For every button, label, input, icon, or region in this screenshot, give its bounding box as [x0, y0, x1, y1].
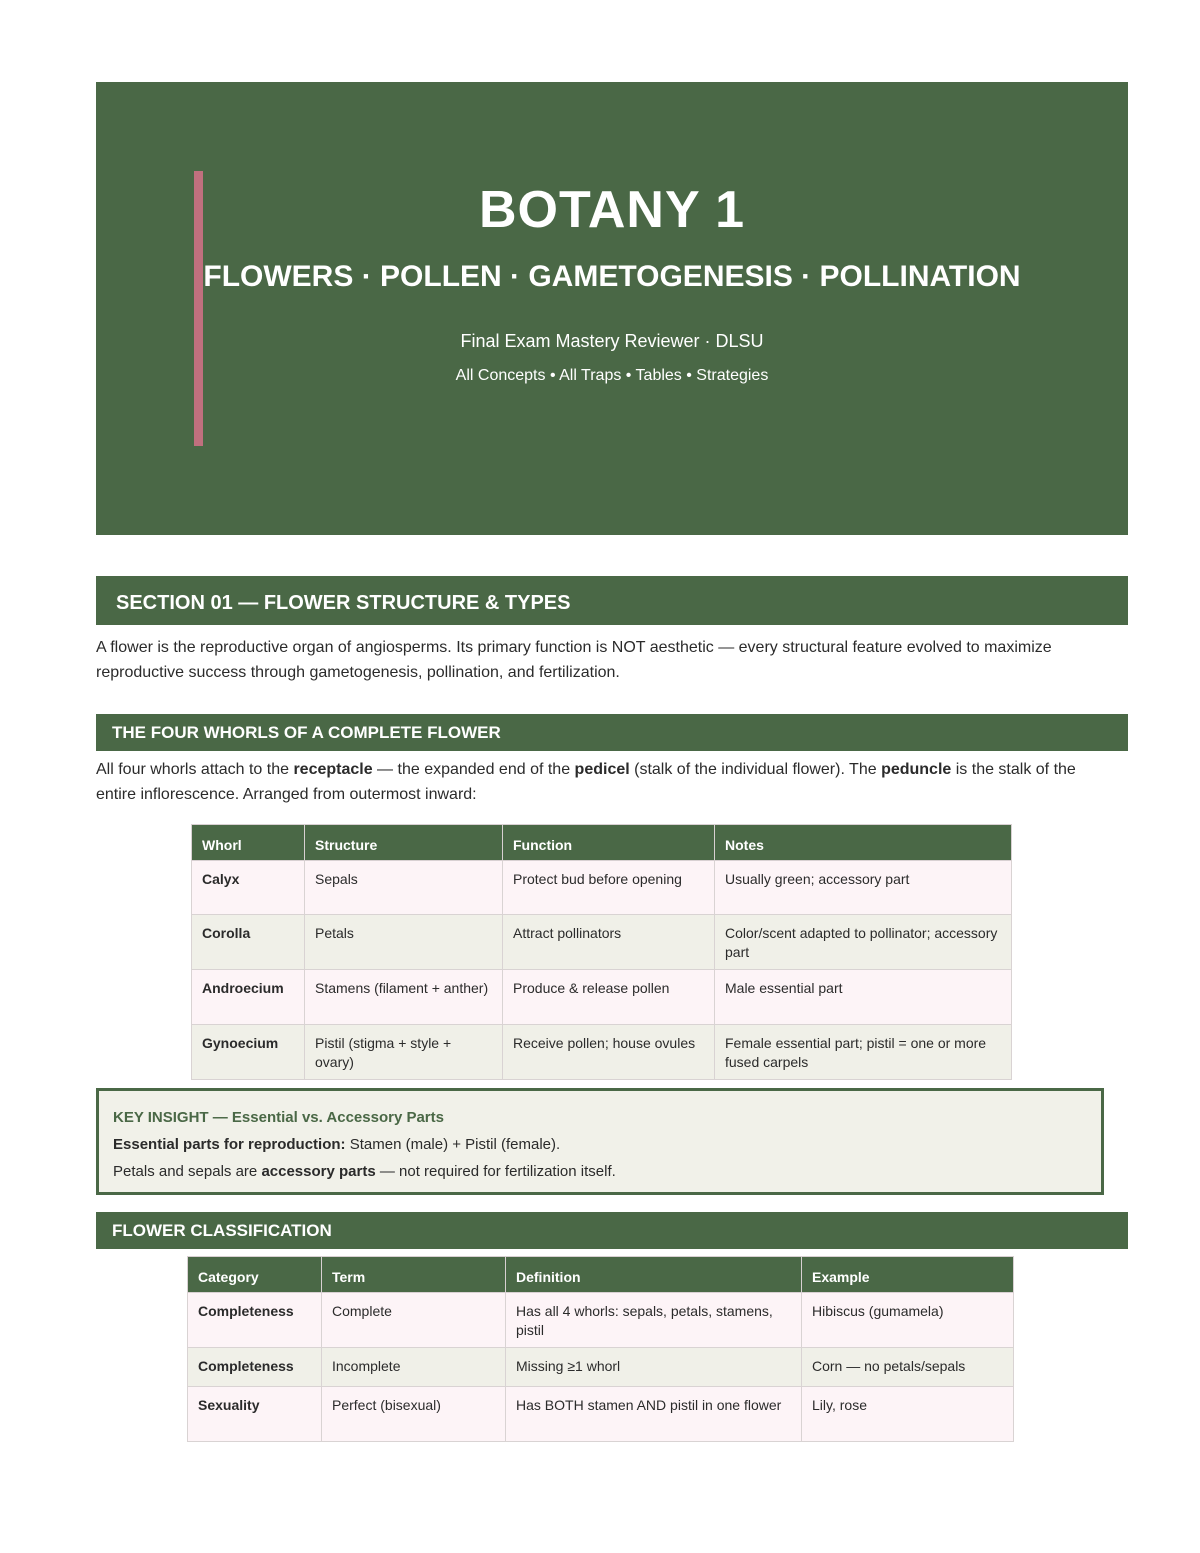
table-cell: Hibiscus (gumamela): [802, 1293, 1014, 1348]
table-cell: Has all 4 whorls: sepals, petals, stamens, pistil: [506, 1293, 802, 1348]
table-cell: Has BOTH stamen AND pistil in one flower: [506, 1387, 802, 1442]
section-01-intro: A flower is the reproductive organ of angiosperms. Its primary function is NOT aesthetic — every structural feature evolved to maximize reproductive success through gametogenesis, pollination, and fertilization.: [96, 639, 1052, 681]
key-insight-text: Petals and sepals are: [113, 1163, 262, 1180]
table-row: [188, 1387, 1014, 1442]
table-cell: Calyx: [192, 861, 305, 915]
table-cell: Completeness: [188, 1293, 322, 1348]
table-cell: Petals: [305, 915, 503, 970]
table-cell: Lily, rose: [802, 1387, 1014, 1442]
table-cell: Protect bud before opening: [503, 861, 715, 915]
table-cell: Pistil (stigma + style + ovary): [305, 1025, 503, 1080]
whorls-table: [191, 824, 1012, 1080]
column-header: Notes: [715, 825, 1012, 861]
key-insight-bold: Essential parts for reproduction:: [113, 1136, 346, 1153]
whorls-intro-text: (stalk of the individual flower). The: [629, 761, 882, 778]
table-cell: Attract pollinators: [503, 915, 715, 970]
classification-header: FLOWER CLASSIFICATION: [96, 1212, 1128, 1249]
table-cell: Corn — no petals/sepals: [802, 1348, 1014, 1387]
section-01-header: SECTION 01 — FLOWER STRUCTURE & TYPES: [96, 576, 1128, 625]
term-receptacle: receptacle: [293, 761, 373, 778]
whorls-intro-text: — the expanded end of the: [372, 761, 575, 778]
table-cell: Complete: [322, 1293, 506, 1348]
key-insight-text: — not required for fertilization itself.: [375, 1163, 616, 1180]
table-row: [192, 1025, 1012, 1080]
table-row: [188, 1348, 1014, 1387]
reviewer-line: Final Exam Mastery Reviewer · DLSU: [460, 331, 764, 351]
whorls-intro-text: is the stalk of the entire inflorescence. Arranged from outermost inward:: [96, 761, 1076, 803]
column-header: Function: [503, 825, 715, 861]
table-cell: Color/scent adapted to pollinator; accessory part: [715, 915, 1012, 970]
table-cell: Incomplete: [322, 1348, 506, 1387]
term-pedicel: pedicel: [574, 761, 630, 778]
table-cell: Male essential part: [715, 970, 1012, 1025]
table-cell: Stamens (filament + anther): [305, 970, 503, 1025]
document-title: BOTANY 1: [478, 181, 746, 239]
whorls-header: THE FOUR WHORLS OF A COMPLETE FLOWER: [96, 714, 1128, 751]
column-header: Example: [802, 1257, 1014, 1293]
table-row: [192, 970, 1012, 1025]
table-cell: Produce & release pollen: [503, 970, 715, 1025]
table-cell: Gynoecium: [192, 1025, 305, 1080]
column-header: Category: [188, 1257, 322, 1293]
column-header: Whorl: [192, 825, 305, 861]
classification-table: [187, 1256, 1014, 1442]
column-header: Term: [322, 1257, 506, 1293]
column-header: Structure: [305, 825, 503, 861]
table-row: [192, 861, 1012, 915]
table-cell: Sepals: [305, 861, 503, 915]
term-peduncle: peduncle: [881, 761, 952, 778]
contents-line: All Concepts • All Traps • Tables • Strategies: [455, 367, 769, 384]
key-insight-box: [96, 1088, 1104, 1195]
table-cell: Receive pollen; house ovules: [503, 1025, 715, 1080]
key-insight-title: KEY INSIGHT — Essential vs. Accessory Parts: [113, 1109, 444, 1126]
table-cell: Missing ≥1 whorl: [506, 1348, 802, 1387]
title-banner: [96, 82, 1128, 535]
table-cell: Female essential part; pistil = one or more fused carpels: [715, 1025, 1012, 1080]
whorls-intro-text: All four whorls attach to the: [96, 761, 294, 778]
table-cell: Perfect (bisexual): [322, 1387, 506, 1442]
whorls-intro: [96, 757, 1106, 807]
table-cell: Completeness: [188, 1348, 322, 1387]
table-cell: Corolla: [192, 915, 305, 970]
table-cell: Androecium: [192, 970, 305, 1025]
key-insight-line: [113, 1158, 1101, 1185]
column-header: Definition: [506, 1257, 802, 1293]
table-row: [188, 1293, 1014, 1348]
key-insight-text: Stamen (male) + Pistil (female).: [345, 1136, 561, 1153]
document-subtitle: FLOWERS · POLLEN · GAMETOGENESIS · POLLINATION: [203, 260, 1021, 293]
key-insight-bold: accessory parts: [261, 1163, 376, 1180]
table-cell: Usually green; accessory part: [715, 861, 1012, 915]
table-cell: Sexuality: [188, 1387, 322, 1442]
key-insight-line: [113, 1131, 1101, 1158]
table-row: [192, 915, 1012, 970]
